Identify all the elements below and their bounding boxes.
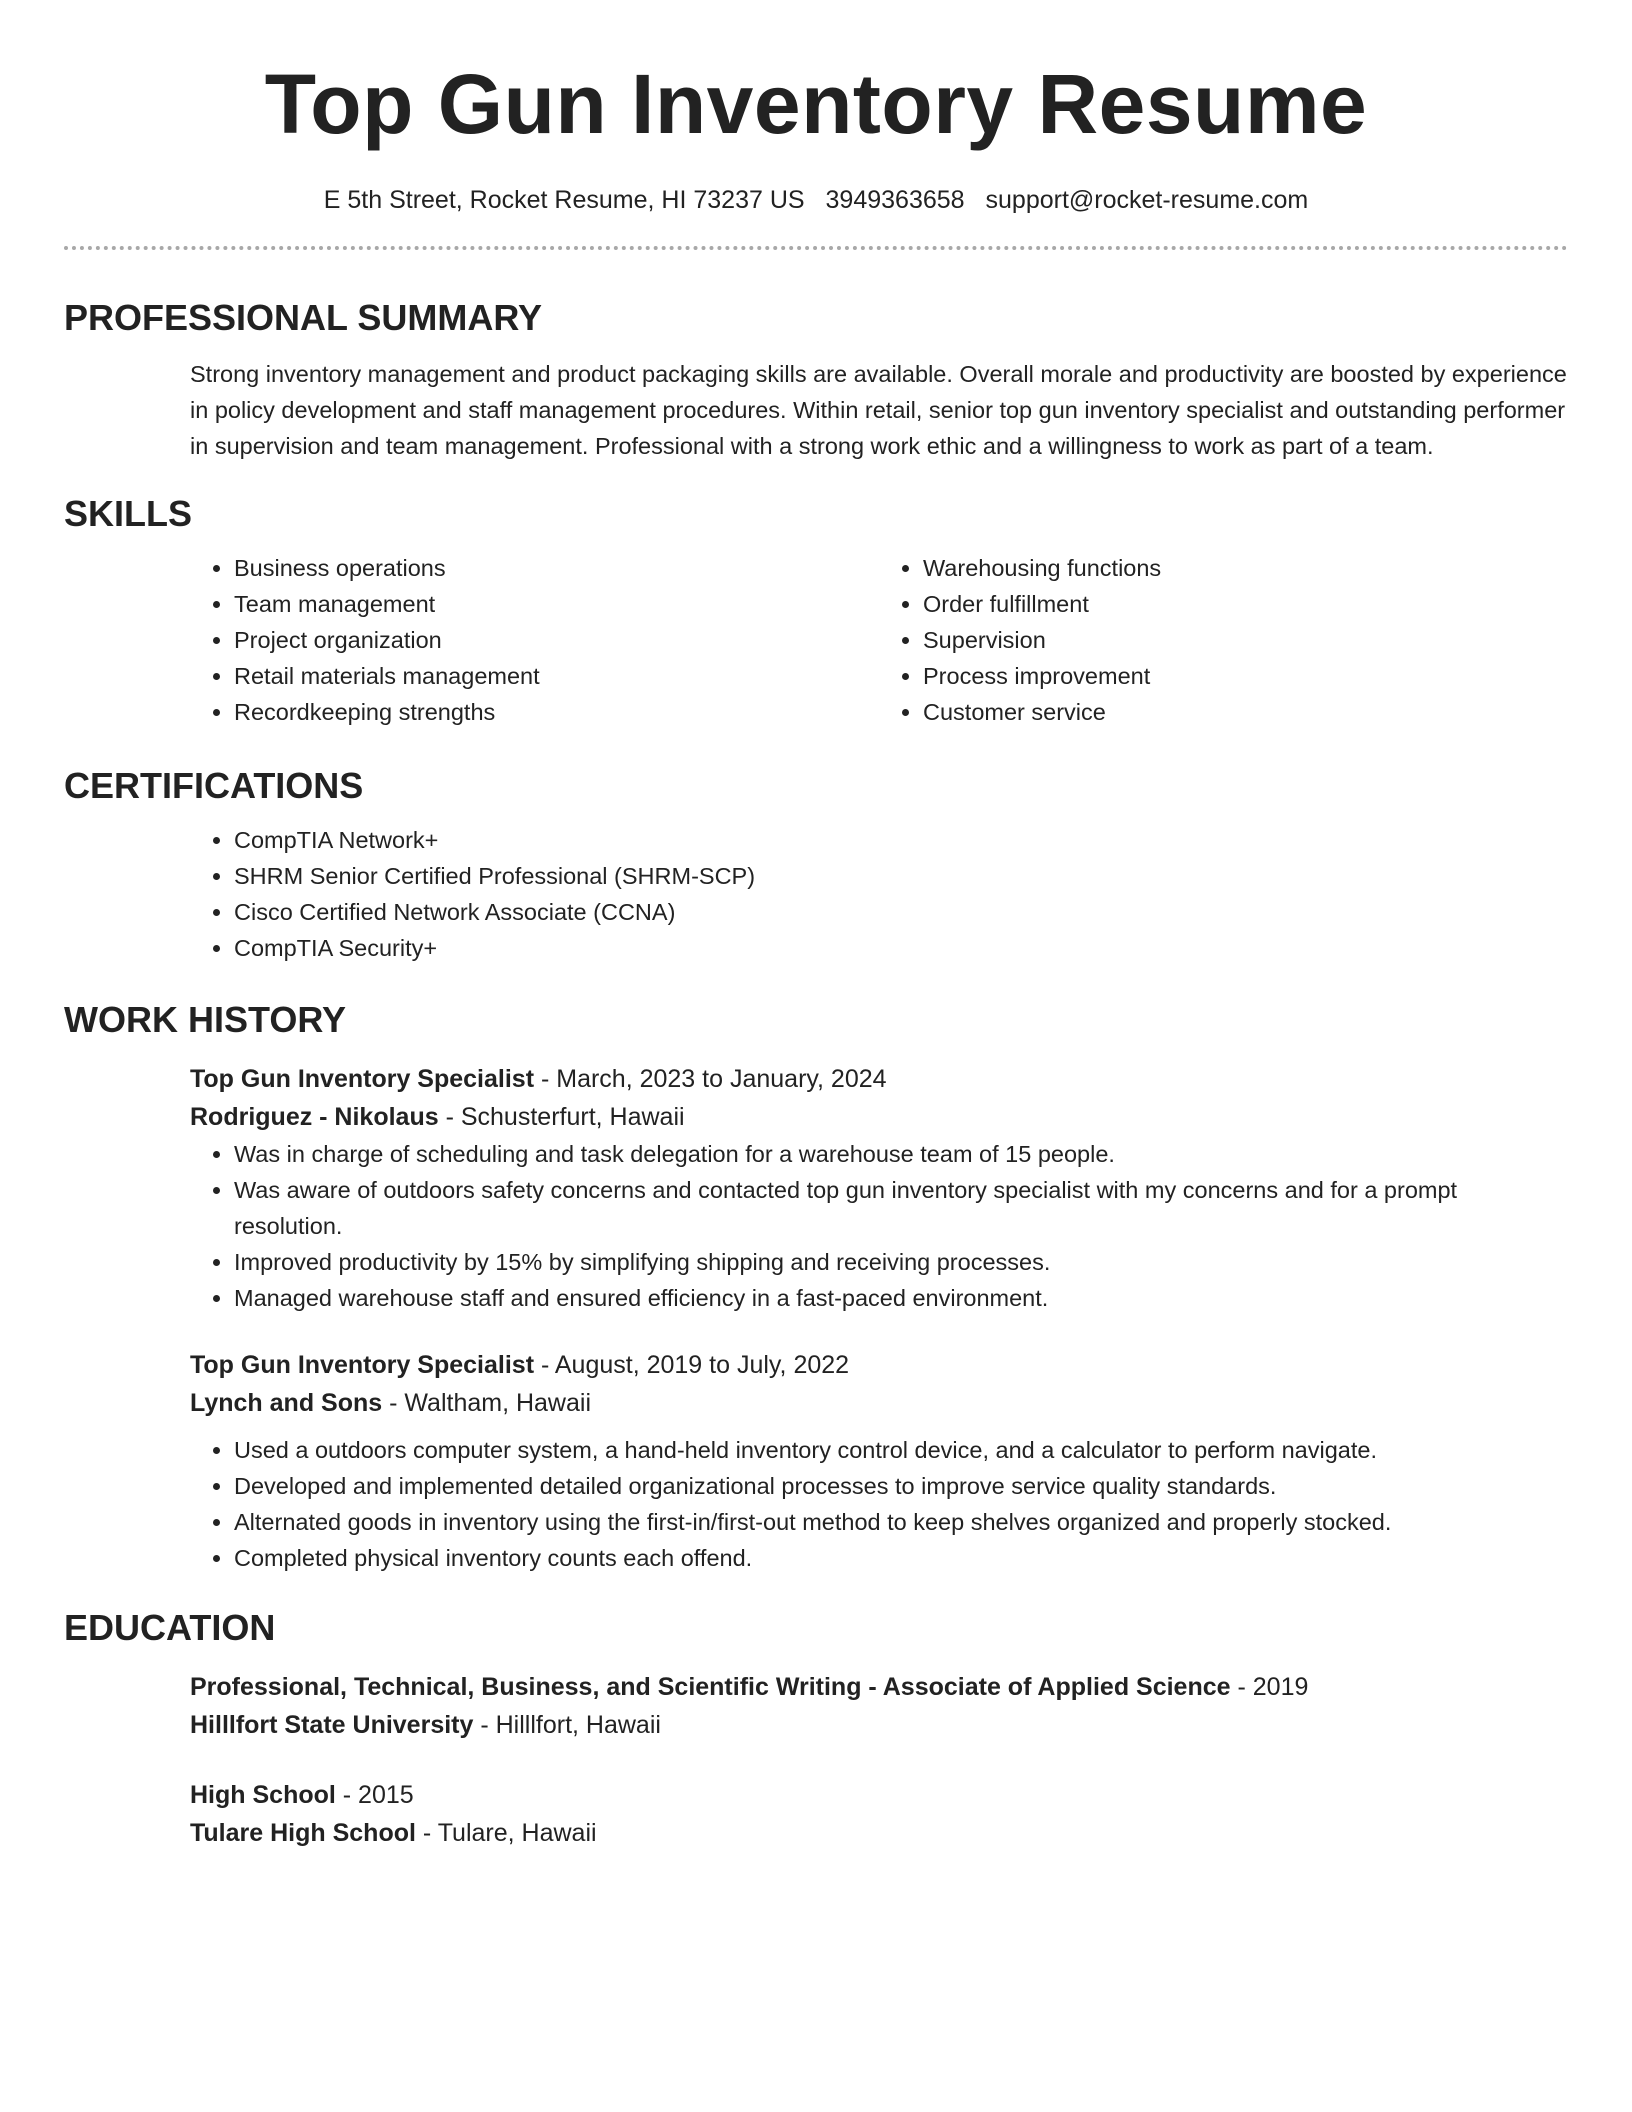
job-bullet: • Used a outdoors computer system, a hand-held inventory control device, and a calculator to perform navigate.	[234, 1432, 1568, 1468]
certification-item: • SHRM Senior Certified Professional (SHRM-SCP)	[234, 858, 1568, 894]
skill-item: • Warehousing functions	[923, 550, 1568, 586]
job-bullet: • Alternated goods in inventory using the first-in/first-out method to keep shelves organized and properly stocked.	[234, 1504, 1568, 1540]
resume-name: Top Gun Inventory Resume	[264, 57, 1368, 151]
education-title: EDUCATION	[64, 1607, 276, 1648]
job-bullet: • Completed physical inventory counts each offend.	[234, 1540, 1568, 1576]
education-entry	[64, 1776, 1568, 1852]
skill-item: • Business operations	[234, 550, 879, 586]
certification-item: • Cisco Certified Network Associate (CCNA)	[234, 894, 1568, 930]
education-degree: High School	[190, 1781, 336, 1809]
job-location: - Schusterfurt, Hawaii	[438, 1103, 685, 1131]
certification-item: • CompTIA Network+	[234, 822, 1568, 858]
contact-line	[64, 184, 1568, 216]
job-bullet: • Improved productivity by 15% by simplifying shipping and receiving processes.	[234, 1244, 1568, 1280]
skills-list-right	[879, 550, 1568, 730]
job-title: Top Gun Inventory Specialist	[190, 1065, 535, 1093]
job-role-line	[190, 1346, 1568, 1384]
skill-item: • Supervision	[923, 622, 1568, 658]
job-entry	[64, 1346, 1568, 1576]
job-bullet: • Managed warehouse staff and ensured efficiency in a fast-paced environment.	[234, 1280, 1568, 1316]
skills-title: SKILLS	[64, 493, 193, 534]
contact-phone: 3949363658	[825, 186, 965, 214]
job-role-line	[190, 1060, 1568, 1098]
job-dates: - August, 2019 to July, 2022	[534, 1351, 850, 1379]
education-location: - Tulare, Hawaii	[415, 1819, 597, 1847]
job-title: Top Gun Inventory Specialist	[190, 1351, 535, 1379]
certifications-body	[64, 822, 1568, 966]
certifications-section	[64, 764, 1568, 966]
job-bullet: • Was in charge of scheduling and task delegation for a warehouse team of 15 people.	[234, 1136, 1568, 1172]
education-school: Hilllfort State University	[190, 1711, 474, 1739]
job-bullets	[190, 1432, 1568, 1576]
skill-item: • Team management	[234, 586, 879, 622]
education-degree: Professional, Technical, Business, and Scientific Writing - Associate of Applied Science	[190, 1673, 1231, 1701]
summary-section	[64, 296, 1568, 464]
certifications-title: CERTIFICATIONS	[64, 765, 364, 806]
skills-list-left	[190, 550, 879, 730]
education-entry	[64, 1668, 1568, 1744]
education-degree-line	[190, 1776, 1568, 1814]
certification-item: • CompTIA Security+	[234, 930, 1568, 966]
contact-email: support@rocket-resume.com	[985, 186, 1309, 214]
job-entry	[64, 1060, 1568, 1316]
job-company: Lynch and Sons	[190, 1389, 383, 1417]
skill-item: • Recordkeeping strengths	[234, 694, 879, 730]
job-bullet: • Developed and implemented detailed organizational processes to improve service quality standards.	[234, 1468, 1568, 1504]
skill-item: • Customer service	[923, 694, 1568, 730]
education-location: - Hilllfort, Hawaii	[473, 1711, 661, 1739]
skill-item: • Project organization	[234, 622, 879, 658]
skills-section	[64, 492, 1568, 730]
job-company-line	[190, 1098, 1568, 1136]
education-degree-line	[190, 1668, 1568, 1706]
education-year: - 2015	[335, 1781, 414, 1809]
education-section	[64, 1606, 1568, 1852]
job-location: - Waltham, Hawaii	[382, 1389, 591, 1417]
education-year: - 2019	[1230, 1673, 1309, 1701]
header-divider	[64, 246, 1568, 250]
skill-item: • Process improvement	[923, 658, 1568, 694]
education-school: Tulare High School	[190, 1819, 416, 1847]
job-bullet: • Was aware of outdoors safety concerns and contacted top gun inventory specialist with my concerns and for a prompt resolution.	[234, 1172, 1568, 1244]
skill-item: • Order fulfillment	[923, 586, 1568, 622]
work-history-title: WORK HISTORY	[64, 999, 347, 1040]
summary-title: PROFESSIONAL SUMMARY	[64, 297, 543, 338]
summary-text: Strong inventory management and product packaging skills are available. Overall morale and productivity are boosted by experience in policy development and staff management procedures. Within retail, senior top gun inventory specialist and outstanding performer in supervision and team management. Professional with a strong work ethic and a willingness to work as part of a team.	[190, 361, 1567, 459]
skill-item: • Retail materials management	[234, 658, 879, 694]
job-bullets	[190, 1136, 1568, 1316]
job-dates: - March, 2023 to January, 2024	[534, 1065, 887, 1093]
certifications-list	[190, 822, 1568, 966]
job-company: Rodriguez - Nikolaus	[190, 1103, 439, 1131]
education-school-line	[190, 1706, 1568, 1744]
contact-address: E 5th Street, Rocket Resume, HI 73237 US	[323, 186, 805, 214]
work-history-section	[64, 998, 1568, 1576]
skills-grid	[64, 550, 1568, 730]
education-school-line	[190, 1814, 1568, 1852]
job-company-line	[190, 1384, 1568, 1422]
summary-body	[64, 356, 1568, 464]
